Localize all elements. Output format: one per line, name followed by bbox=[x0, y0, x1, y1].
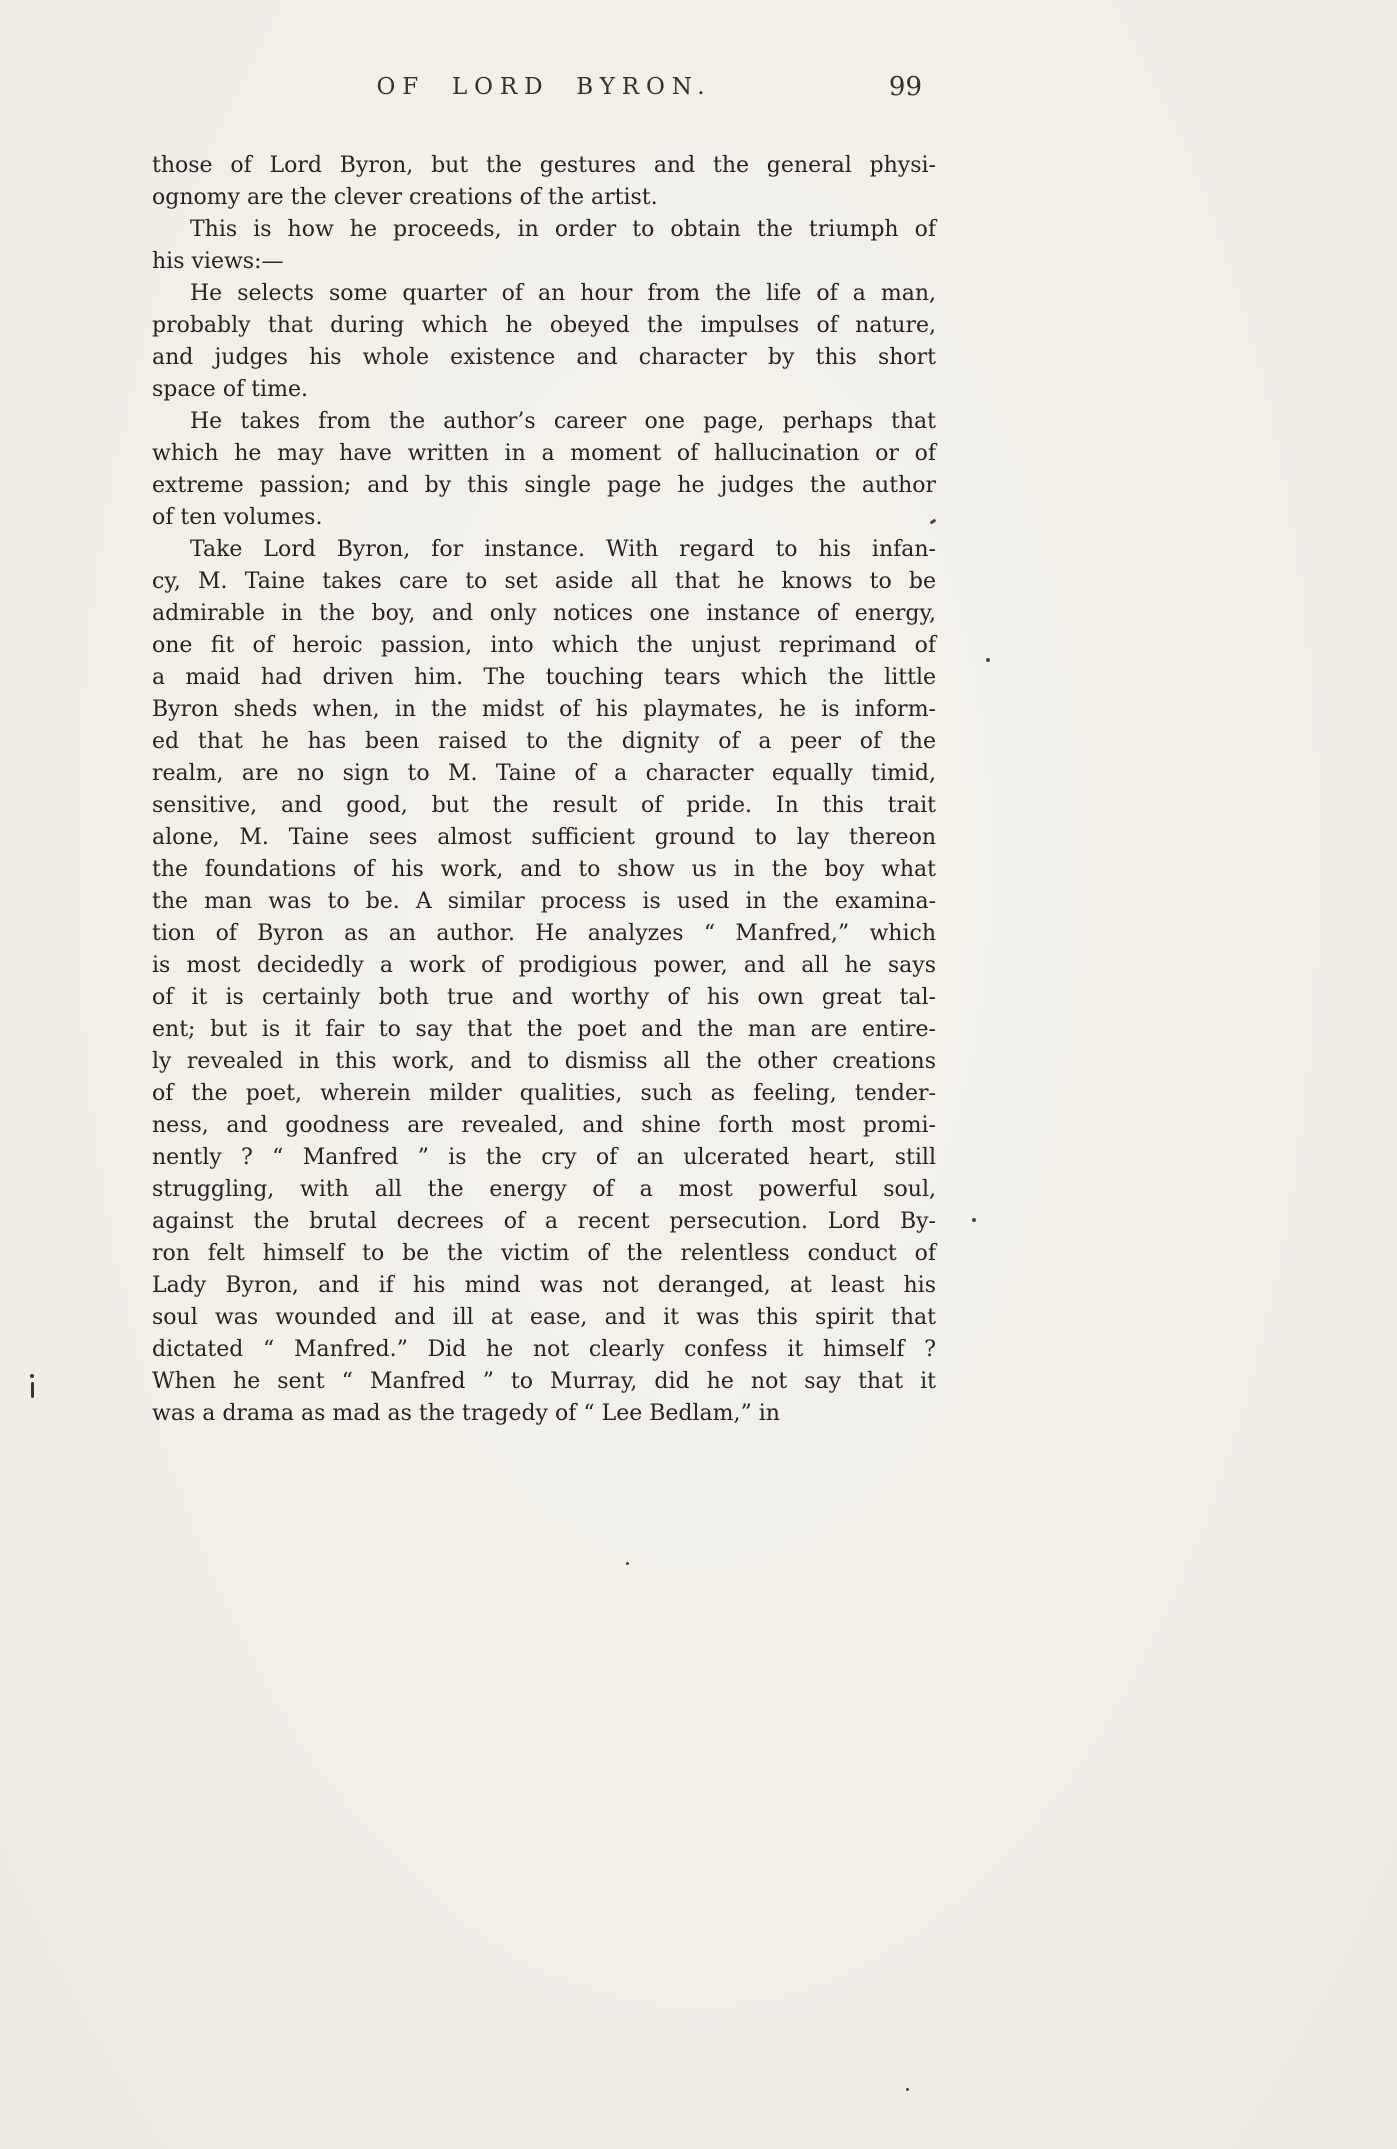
text-block bbox=[152, 150, 936, 1430]
text-line: space of time. bbox=[152, 377, 308, 402]
text-line: of it is certainly both true and worthy of his own great tal- bbox=[152, 985, 936, 1010]
text-line: soul was wounded and ill at ease, and it was this spirit that bbox=[152, 1305, 936, 1330]
paragraph bbox=[152, 278, 936, 406]
text-line: the foundations of his work, and to show us in the boy what bbox=[152, 857, 936, 882]
text-line: He takes from the author’s career one page, perhaps that bbox=[190, 409, 936, 434]
text-line: one fit of heroic passion, into which the unjust reprimand of bbox=[152, 633, 936, 658]
text-line: dictated “ Manfred.” Did he not clearly confess it himself ? bbox=[152, 1337, 936, 1362]
text-line: Take Lord Byron, for instance. With regard to his infan- bbox=[190, 537, 936, 562]
text-column bbox=[152, 74, 936, 1430]
text-line: extreme passion; and by this single page he judges the author bbox=[152, 473, 936, 498]
text-line: cy, M. Taine takes care to set aside all that he knows to be bbox=[152, 569, 936, 594]
text-line: of the poet, wherein milder qualities, such as feeling, tender- bbox=[152, 1081, 936, 1106]
text-line: ness, and goodness are revealed, and shine forth most promi- bbox=[152, 1113, 936, 1138]
scan-speck bbox=[626, 1562, 629, 1565]
text-line: Lady Byron, and if his mind was not deranged, at least his bbox=[152, 1273, 936, 1298]
text-line: nently ? “ Manfred ” is the cry of an ulcerated heart, still bbox=[152, 1145, 936, 1170]
paragraph bbox=[152, 406, 936, 534]
text-line: of ten volumes. bbox=[152, 505, 323, 530]
text-line: ognomy are the clever creations of the artist. bbox=[152, 185, 658, 210]
text-line: ly revealed in this work, and to dismiss all the other creations bbox=[152, 1049, 936, 1074]
text-line: the man was to be. A similar process is used in the examina- bbox=[152, 889, 936, 914]
scan-margin-mark bbox=[31, 1382, 34, 1398]
text-line: realm, are no sign to M. Taine of a character equally timid, bbox=[152, 761, 936, 786]
text-line: which he may have written in a moment of hallucination or of bbox=[152, 441, 936, 466]
paragraph bbox=[152, 214, 936, 278]
text-line: struggling, with all the energy of a most powerful soul, bbox=[152, 1177, 936, 1202]
text-line: alone, M. Taine sees almost sufficient ground to lay thereon bbox=[152, 825, 936, 850]
text-line: was a drama as mad as the tragedy of “ Lee Bedlam,” in bbox=[152, 1401, 780, 1426]
text-line: This is how he proceeds, in order to obtain the triumph of bbox=[190, 217, 936, 242]
text-line: ed that he has been raised to the dignity of a peer of the bbox=[152, 729, 936, 754]
text-line: ent; but is it fair to say that the poet and the man are entire- bbox=[152, 1017, 936, 1042]
text-line: sensitive, and good, but the result of pride. In this trait bbox=[152, 793, 936, 818]
text-line: against the brutal decrees of a recent persecution. Lord By- bbox=[152, 1209, 936, 1234]
text-line: He selects some quarter of an hour from the life of a man, bbox=[190, 281, 936, 306]
scan-speck bbox=[906, 2088, 909, 2091]
text-line: his views:— bbox=[152, 249, 284, 274]
text-line: those of Lord Byron, but the gestures and the general physi- bbox=[152, 153, 936, 178]
text-line: a maid had driven him. The touching tears which the little bbox=[152, 665, 936, 690]
text-line: ron felt himself to be the victim of the relentless conduct of bbox=[152, 1241, 936, 1266]
text-line: admirable in the boy, and only notices one instance of energy, bbox=[152, 601, 936, 626]
scan-speck bbox=[986, 658, 990, 662]
scan-speck bbox=[972, 1218, 976, 1222]
text-line: Byron sheds when, in the midst of his playmates, he is inform- bbox=[152, 697, 936, 722]
paragraph bbox=[152, 150, 936, 214]
text-line: is most decidedly a work of prodigious power, and all he says bbox=[152, 953, 936, 978]
page-header bbox=[152, 74, 936, 118]
page-number: 99 bbox=[888, 72, 922, 102]
text-line: and judges his whole existence and character by this short bbox=[152, 345, 936, 370]
running-title: OF LORD BYRON. bbox=[376, 74, 712, 100]
text-line: probably that during which he obeyed the impulses of nature, bbox=[152, 313, 936, 338]
paragraph bbox=[152, 534, 936, 1430]
text-line: When he sent “ Manfred ” to Murray, did he not say that it bbox=[152, 1369, 936, 1394]
text-line: tion of Byron as an author. He analyzes “ Manfred,” which bbox=[152, 921, 936, 946]
